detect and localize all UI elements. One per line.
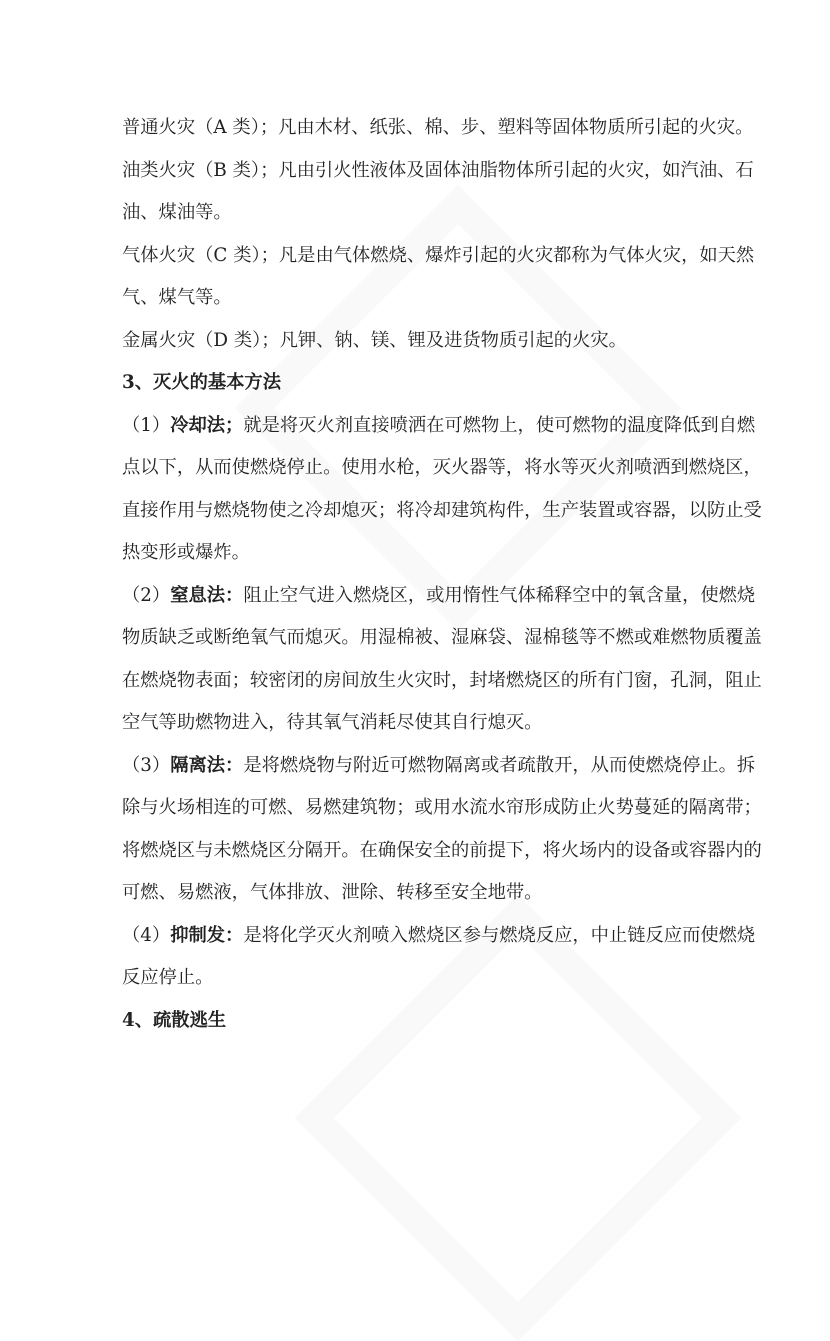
fire-class-paragraph bbox=[122, 157, 754, 242]
method-number: （2） bbox=[122, 584, 171, 606]
fire-class-paragraph bbox=[122, 242, 755, 327]
text-line: 热变形或爆炸。 bbox=[122, 542, 250, 563]
method-paragraph bbox=[122, 582, 762, 752]
text-line: 油、煤油等。 bbox=[122, 202, 232, 223]
method-text: 是将燃烧物与附近可燃物隔离或者疏散开，从而使燃烧停止。拆 bbox=[243, 754, 756, 776]
text-line: 反应停止。 bbox=[122, 967, 214, 988]
section-heading: 3、灭火的基本方法 bbox=[122, 372, 281, 393]
section-heading: 4、疏散逃生 bbox=[122, 1009, 227, 1031]
fire-classes bbox=[122, 114, 755, 369]
text-line: 普通火灾（A 类）；凡由木材、纸张、棉、步、塑料等固体物质所引起的火灾。 bbox=[122, 117, 754, 138]
extinguishing-methods bbox=[122, 412, 762, 1007]
method-term: 窒息法： bbox=[170, 584, 244, 606]
text-line: 气、煤气等。 bbox=[122, 287, 232, 308]
text-line: 除与火场相连的可燃、易燃建筑物；或用水流水帘形成防止火势蔓延的隔离带； bbox=[122, 797, 762, 818]
text-line: 油类火灾（B 类）；凡由引火性液体及固体油脂物体所引起的火灾，如汽油、石 bbox=[122, 159, 754, 181]
method-term: 抑制发： bbox=[170, 924, 244, 946]
method-text: 是将化学灭火剂喷入燃烧区参与燃烧反应，中止链反应而使燃烧 bbox=[243, 924, 756, 946]
method-paragraph bbox=[122, 412, 762, 582]
text-line: 点以下，从而使燃烧停止。使用水枪，灭火器等，将水等灭火剂喷洒到燃烧区， bbox=[122, 457, 762, 478]
method-number: （4） bbox=[122, 924, 171, 946]
text-line: 在燃烧物表面；较密闭的房间放生火灾时，封堵燃烧区的所有门窗，孔洞，阻止 bbox=[122, 669, 762, 691]
method-text: 阻止空气进入燃烧区，或用惰性气体稀释空中的氧含量，使燃烧 bbox=[243, 584, 756, 606]
fire-class-paragraph bbox=[122, 327, 706, 370]
method-paragraph bbox=[122, 752, 762, 922]
method-number: （3） bbox=[122, 754, 171, 776]
method-term: 隔离法： bbox=[170, 754, 244, 776]
method-number: （1） bbox=[122, 414, 171, 436]
text-line: 可燃、易燃液，气体排放、泄除、转移至安全地带。 bbox=[122, 882, 543, 903]
fire-class-paragraph bbox=[122, 114, 754, 157]
text-line: 物质缺乏或断绝氧气而熄灭。用湿棉被、湿麻袋、湿棉毯等不燃或难燃物质覆盖 bbox=[122, 627, 762, 648]
method-term: 冷却法； bbox=[170, 414, 244, 436]
text-line: 将燃烧区与未燃烧区分隔开。在确保安全的前提下，将火场内的设备或容器内的 bbox=[122, 839, 762, 861]
method-text: 就是将灭火剂直接喷洒在可燃物上，使可燃物的温度降低到自燃 bbox=[243, 414, 756, 436]
text-line: 直接作用与燃烧物使之冷却熄灭；将冷却建筑构件，生产装置或容器，以防止受 bbox=[122, 499, 762, 521]
text-line: 空气等助燃物进入，待其氧气消耗尽使其自行熄灭。 bbox=[122, 712, 543, 733]
text-line bbox=[122, 582, 756, 625]
text-line bbox=[122, 412, 756, 455]
method-paragraph bbox=[122, 922, 756, 1007]
text-line: 金属火灾（D 类）；凡钾、钠、镁、锂及进货物质引起的火灾。 bbox=[122, 329, 627, 351]
text-line: 气体火灾（C 类）；凡是由气体燃烧、爆炸引起的火灾都称为气体火灾，如天然 bbox=[122, 244, 755, 266]
text-line bbox=[122, 922, 756, 965]
document-page bbox=[122, 114, 762, 1049]
text-line bbox=[122, 752, 756, 795]
